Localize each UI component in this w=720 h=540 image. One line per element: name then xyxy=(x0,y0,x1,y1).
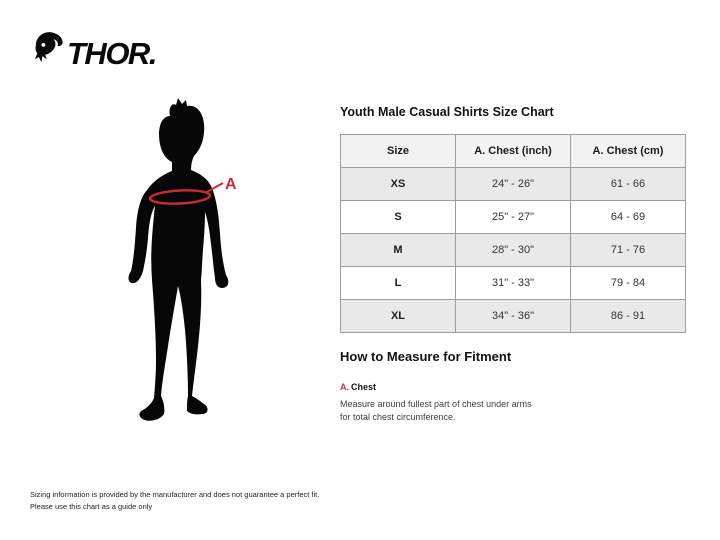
measurement-guide xyxy=(340,349,686,423)
brand-logo xyxy=(34,29,157,71)
size-cell: XS xyxy=(341,168,456,201)
brand-name: THOR xyxy=(67,36,149,71)
chest-cm-cell: 79 - 84 xyxy=(571,267,686,300)
column-header-chest-cm: A. Chest (cm) xyxy=(571,135,686,168)
chest-cm-cell: 71 - 76 xyxy=(571,234,686,267)
measurement-item-chest xyxy=(340,377,686,423)
chest-cm-cell: 61 - 66 xyxy=(571,168,686,201)
chest-cm-cell: 64 - 69 xyxy=(571,201,686,234)
chest-marker-label: A xyxy=(225,176,237,193)
column-header-chest-inch: A. Chest (inch) xyxy=(456,135,571,168)
brand-trademark-dot: . xyxy=(148,36,158,71)
chest-inch-cell: 25" - 27" xyxy=(456,201,571,234)
table-row xyxy=(341,234,686,267)
chest-inch-cell: 24" - 26" xyxy=(456,168,571,201)
goat-head-icon xyxy=(34,29,64,71)
disclaimer xyxy=(30,489,319,512)
disclaimer-line-1: Sizing information is provided by the manufacturer and does not guarantee a perfect fit. xyxy=(30,490,320,499)
measurement-figure xyxy=(100,90,320,430)
measurement-guide-title: How to Measure for Fitment xyxy=(340,349,512,364)
size-chart-table-wrap xyxy=(340,134,686,333)
table-row xyxy=(341,201,686,234)
size-chart-table xyxy=(340,134,686,333)
table-row xyxy=(341,168,686,201)
chest-inch-cell: 31" - 33" xyxy=(456,267,571,300)
table-row xyxy=(341,300,686,333)
disclaimer-line-2: Please use this chart as a guide only xyxy=(30,501,153,511)
measurement-label: Chest xyxy=(351,382,377,392)
measurement-description: Measure around fullest part of chest under arms for total chest circumference. xyxy=(340,399,532,422)
chest-inch-cell: 34" - 36" xyxy=(456,300,571,333)
column-header-size: Size xyxy=(341,135,456,168)
size-table-body xyxy=(341,168,686,333)
chest-cm-cell: 86 - 91 xyxy=(571,300,686,333)
size-cell: M xyxy=(341,234,456,267)
child-silhouette xyxy=(129,98,229,421)
size-cell: L xyxy=(341,267,456,300)
measurement-key: A. xyxy=(340,382,349,392)
chest-inch-cell: 28" - 30" xyxy=(456,234,571,267)
size-cell: XL xyxy=(341,300,456,333)
table-row xyxy=(341,267,686,300)
size-cell: S xyxy=(341,201,456,234)
table-header-row xyxy=(341,135,686,168)
size-chart-title: Youth Male Casual Shirts Size Chart xyxy=(340,105,554,119)
